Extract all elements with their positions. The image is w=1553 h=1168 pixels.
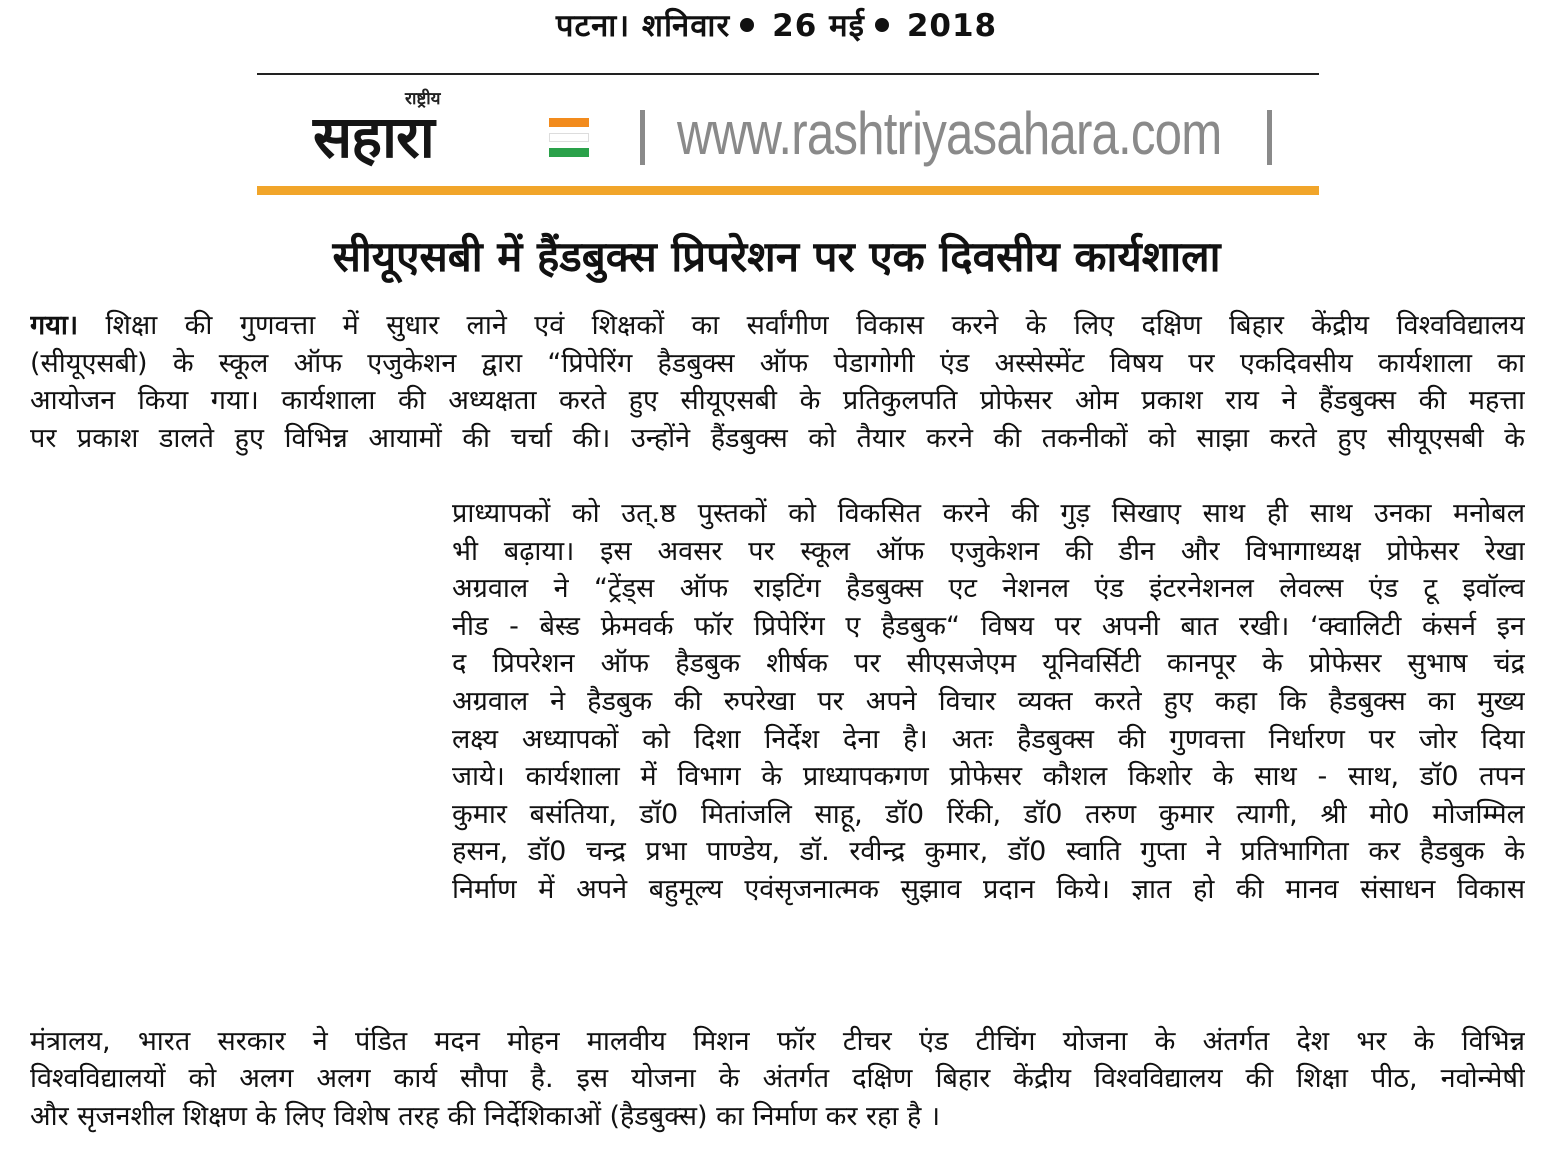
article-line — [30, 307, 1525, 345]
dateline — [0, 4, 1553, 46]
article-headline: सीयूएसबी में हैंडबुक्स प्रिपरेशन पर एक दिवसीय कार्यशाला — [332, 232, 1221, 281]
article-line: कुमार बसंतिया, डॉ0 मितांजलि साहू, डॉ0 रिंकी, डॉ0 तरुण कुमार त्यागी, श्री मो0 मोजम्मिल — [452, 798, 1525, 830]
article-line: हसन, डॉ0 चन्द्र प्रभा पाण्डेय, डॉ. रवीन्द्र कुमार, डॉ0 स्वाति गुप्ता ने प्रतिभागिता कर हैडबुक के — [452, 836, 1525, 868]
article-lead: गया। — [30, 310, 79, 341]
article-line: विश्वविद्यालयों को अलग अलग कार्य सौपा है. इस योजना के अंतर्गत दक्षिण बिहार केंद्रीय विश्वविद्यालय की शिक्षा पीठ, नवोन्मेषी — [30, 1063, 1525, 1095]
article-line: भी बढ़ाया। इस अवसर पर स्कूल ऑफ एजुकेशन की डीन और विभागाध्यक्ष प्रोफेसर रेखा — [452, 535, 1525, 567]
dateline-date: 26 मई — [772, 8, 865, 44]
top-divider — [257, 73, 1319, 75]
article-line-text: शिक्षा की गुणवत्ता में सुधार लाने एवं शिक्षकों का सर्वांगीण विकास करने के लिए दक्षिण बिहार केंद्रीय विश्वविद्यालय — [105, 310, 1525, 341]
article-line: अग्रवाल ने “ट्रेंड्स ऑफ राइटिंग हैडबुक्स एट नेशनल एंड इंटरनेशनल लेवल्स एंड टू इवॉल्व — [452, 573, 1525, 605]
logo-small-text: राष्ट्रीय — [405, 89, 441, 109]
website-url: www.rashtriyasahara.com — [677, 100, 1222, 167]
bullet-dot-icon — [875, 18, 889, 32]
dateline-city-day: पटना। शनिवार — [555, 8, 731, 44]
article-line: अग्रवाल ने हैडबुक की रुपरेखा पर अपने विचार व्यक्त करते हुए कहा कि हैडबुक्स का मुख्य — [452, 686, 1525, 717]
article-line: लक्ष्य अध्यापकों को दिशा निर्देश देना है। अतः हैडबुक्स की गुणवत्ता निर्धारण पर जोर दिया — [452, 723, 1525, 755]
logo-main-text: सहारा — [313, 103, 434, 171]
article-line: पर प्रकाश डालते हुए विभिन्न आयामों की चर्चा की। उन्होंने हैंडबुक्स को तैयार करने की तकनीकों को साझा करते हुए सीयूएसबी के — [30, 422, 1525, 454]
article-line: नीड - बेस्ड फ्रेमवर्क फॉर प्रिपेरिंग ए हैडबुक“ विषय पर अपनी बात रखी। ‘क्वालिटी कंसर्न इन — [452, 610, 1525, 642]
article-line: और सृजनशील शिक्षण के लिए विशेष तरह की निर्देशिकाओं (हैडबुक्स) का निर्माण कर रहा है । — [30, 1100, 941, 1132]
masthead-separator — [640, 110, 645, 165]
article-line: जाये। कार्यशाला में विभाग के प्राध्यापकगण प्रोफेसर कौशल किशोर के साथ - साथ, डॉ0 तपन — [452, 761, 1525, 793]
flag-stripe-white — [549, 133, 589, 142]
masthead — [257, 80, 1319, 186]
article-line: (सीयूएसबी) के स्कूल ऑफ एजुकेशन द्वारा “प्रिपेरिंग हैडबुक्स ऑफ पेडागोगी एंड अस्सेस्मेंट विषय पर एकदिवसीय कार्यशाला का — [30, 347, 1525, 379]
masthead-separator — [1267, 110, 1272, 165]
dateline-year: 2018 — [906, 8, 998, 44]
bullet-dot-icon — [740, 18, 754, 32]
flag-stripe-green — [549, 148, 589, 157]
flag-stripe-saffron — [549, 118, 589, 127]
article-line: आयोजन किया गया। कार्यशाला की अध्यक्षता करते हुए सीयूएसबी के प्रतिकुलपति प्रोफेसर ओम प्रकाश राय ने हैंडबुक्स की महत्ता — [30, 385, 1525, 417]
article-line: निर्माण में अपने बहुमूल्य एवंसृजनात्मक सुझाव प्रदान किये। ज्ञात हो की मानव संसाधन विकास — [452, 874, 1525, 905]
article-line: मंत्रालय, भारत सरकार ने पंडित मदन मोहन मालवीय मिशन फॉर टीचर एंड टीचिंग योजना के अंतर्गत देश भर के विभिन्न — [30, 1025, 1525, 1057]
accent-bar — [257, 186, 1319, 195]
flag-stripes-icon — [549, 118, 589, 158]
article-line: द प्रिपरेशन ऑफ हैडबुक शीर्षक पर सीएसजेएम यूनिवर्सिटी कानपूर के प्रोफेसर सुभाष चंद्र — [452, 648, 1525, 680]
article-line: प्राध्यापकों को उत्.ष्ठ पुस्तकों को विकसित करने की गुड़ सिखाए साथ ही साथ उनका मनोबल — [452, 498, 1525, 529]
